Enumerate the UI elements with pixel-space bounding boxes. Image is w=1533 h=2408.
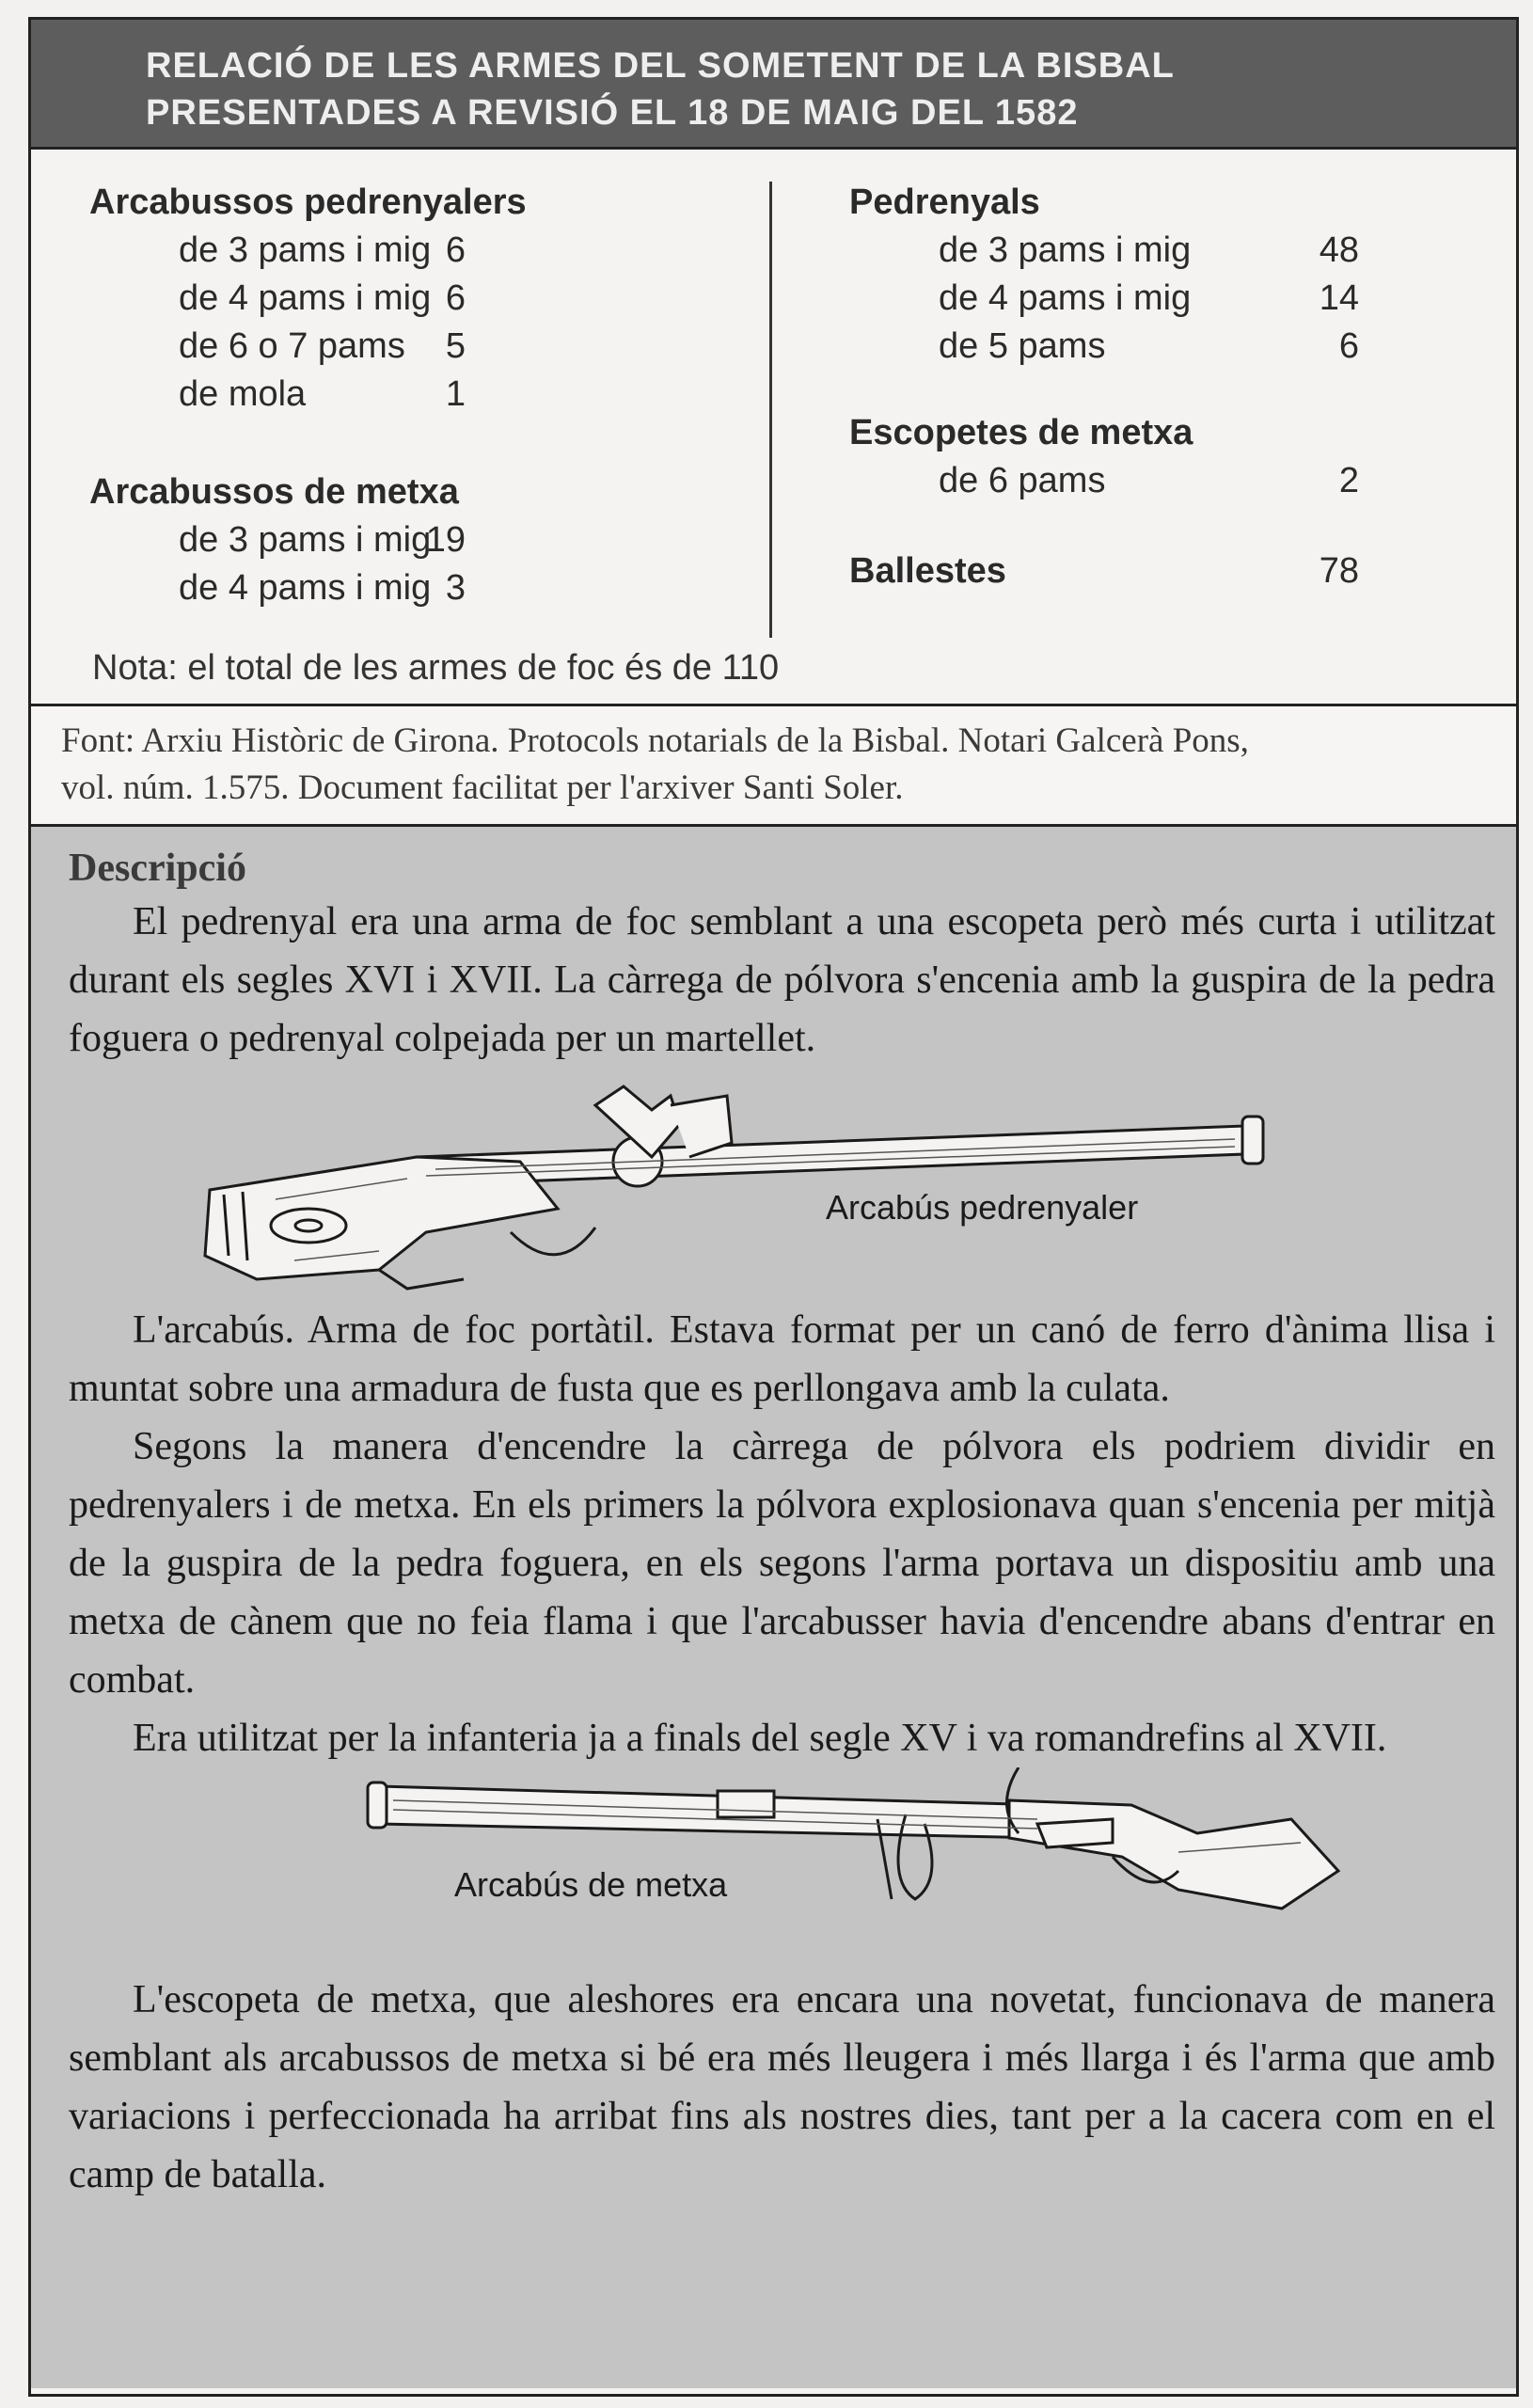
row-label: de 3 pams i mig xyxy=(939,230,1192,270)
figure-arcabus-pedrenyaler xyxy=(69,1068,1495,1301)
source-line-1: Font: Arxiu Històric de Girona. Protocols notarials de la Bisbal. Notari Galcerà Pons, xyxy=(61,721,1249,760)
paragraph-types: Segons la manera d'encendre la càrrega de pólvora els podriem dividir en pedrenyalers i de metxa. En els primers la pólvora explosionava quan s'encenia per mitjà de la guspira de la pedra foguera, en els segons l'arma portava un dispositiu amb una metxa de cànem que no feia flama i que l'arcabusser havia d'encendre abans d'entrar en combat. xyxy=(69,1425,1495,1702)
row-value: 6 xyxy=(1338,326,1359,366)
table-row xyxy=(849,227,1479,275)
group-title: Escopetes de metxa xyxy=(849,413,1193,452)
row-label: de 6 o 7 pams xyxy=(179,326,405,366)
paragraph-escopeta: L'escopeta de metxa, que aleshores era encara una novetat, funcionava de manera semblant als arcabussos de metxa si bé era més lleugera i més llarga i és l'arma que amb variacions i perfeccionada ha arribat fins als nostres dies, tant per a la cacera com en el camp de batalla. xyxy=(69,1978,1495,2196)
row-value: 1 xyxy=(445,374,466,414)
ballestes-row xyxy=(849,547,1479,595)
row-value: 6 xyxy=(445,278,466,318)
row-label: de 4 pams i mig xyxy=(939,278,1192,318)
row-value: 78 xyxy=(1319,551,1359,591)
table-header xyxy=(31,20,1516,150)
figure-caption: Arcabús de metxa xyxy=(454,1865,728,1904)
row-label: de mola xyxy=(179,374,307,414)
group-title: Arcabussos de metxa xyxy=(89,472,459,512)
source-line-2: vol. núm. 1.575. Document facilitat per l'arxiver Santi Soler. xyxy=(61,768,904,807)
paragraph-arcabus: L'arcabús. Arma de foc portàtil. Estava format per un canó de ferro d'ànima llisa i muntat sobre una armadura de fusta que es perllongava amb la culata. xyxy=(69,1308,1495,1410)
header-title-line-2: PRESENTADES A REVISIÓ EL 18 DE MAIG DEL 1582 xyxy=(146,93,1079,133)
table-row xyxy=(89,371,738,419)
row-label: Ballestes xyxy=(849,551,1006,591)
table-row xyxy=(849,275,1479,323)
source-citation xyxy=(31,706,1516,827)
row-value: 6 xyxy=(445,230,466,270)
row-label: de 4 pams i mig xyxy=(179,568,432,608)
table-note: Nota: el total de les armes de foc és de 110 xyxy=(92,648,780,688)
document-page xyxy=(28,17,1519,2397)
row-value: 3 xyxy=(445,568,466,608)
row-value: 14 xyxy=(1319,278,1359,318)
row-value: 5 xyxy=(445,326,466,366)
row-label: de 3 pams i mig xyxy=(179,230,432,270)
table-right-column xyxy=(849,178,1479,595)
group-title: Arcabussos pedrenyalers xyxy=(89,182,527,222)
figure-caption: Arcabús pedrenyaler xyxy=(826,1188,1139,1227)
row-label: de 4 pams i mig xyxy=(179,278,432,318)
paragraph-pedrenyal: El pedrenyal era una arma de foc semblant a una escopeta però més curta i utilitzat durant els segles XVI i XVII. La càrrega de pólvora s'encenia amb la guspira de la pedra foguera o pedrenyal colpejada per un martellet. xyxy=(69,900,1495,1060)
column-divider xyxy=(769,182,772,638)
table-row xyxy=(89,227,738,275)
table-row xyxy=(89,275,738,323)
row-label: de 3 pams i mig xyxy=(179,520,432,560)
description-section xyxy=(31,827,1516,2388)
header-title-line-1: RELACIÓ DE LES ARMES DEL SOMETENT DE LA BISBAL xyxy=(146,46,1175,86)
paragraph-history: Era utilitzat per la infanteria ja a finals del segle XV i va romandrefins al XVII. xyxy=(133,1717,1387,1760)
table-row xyxy=(849,323,1479,371)
row-value: 48 xyxy=(1319,230,1359,270)
row-label: de 6 pams xyxy=(939,461,1106,500)
table-row xyxy=(849,457,1479,505)
matchlock-arquebus-illustration xyxy=(69,1767,1498,1956)
row-value: 19 xyxy=(425,520,466,560)
wheellock-arquebus-illustration xyxy=(69,1068,1498,1301)
description-title: Descripció xyxy=(69,847,246,890)
figure-arcabus-metxa xyxy=(69,1767,1495,1956)
table-left-column xyxy=(89,178,738,612)
table-row xyxy=(89,323,738,371)
table-row xyxy=(89,564,738,612)
row-label: de 5 pams xyxy=(939,326,1106,366)
table-row xyxy=(89,516,738,564)
row-value: 2 xyxy=(1338,461,1359,500)
group-title: Pedrenyals xyxy=(849,182,1040,222)
weapons-table xyxy=(31,150,1516,706)
